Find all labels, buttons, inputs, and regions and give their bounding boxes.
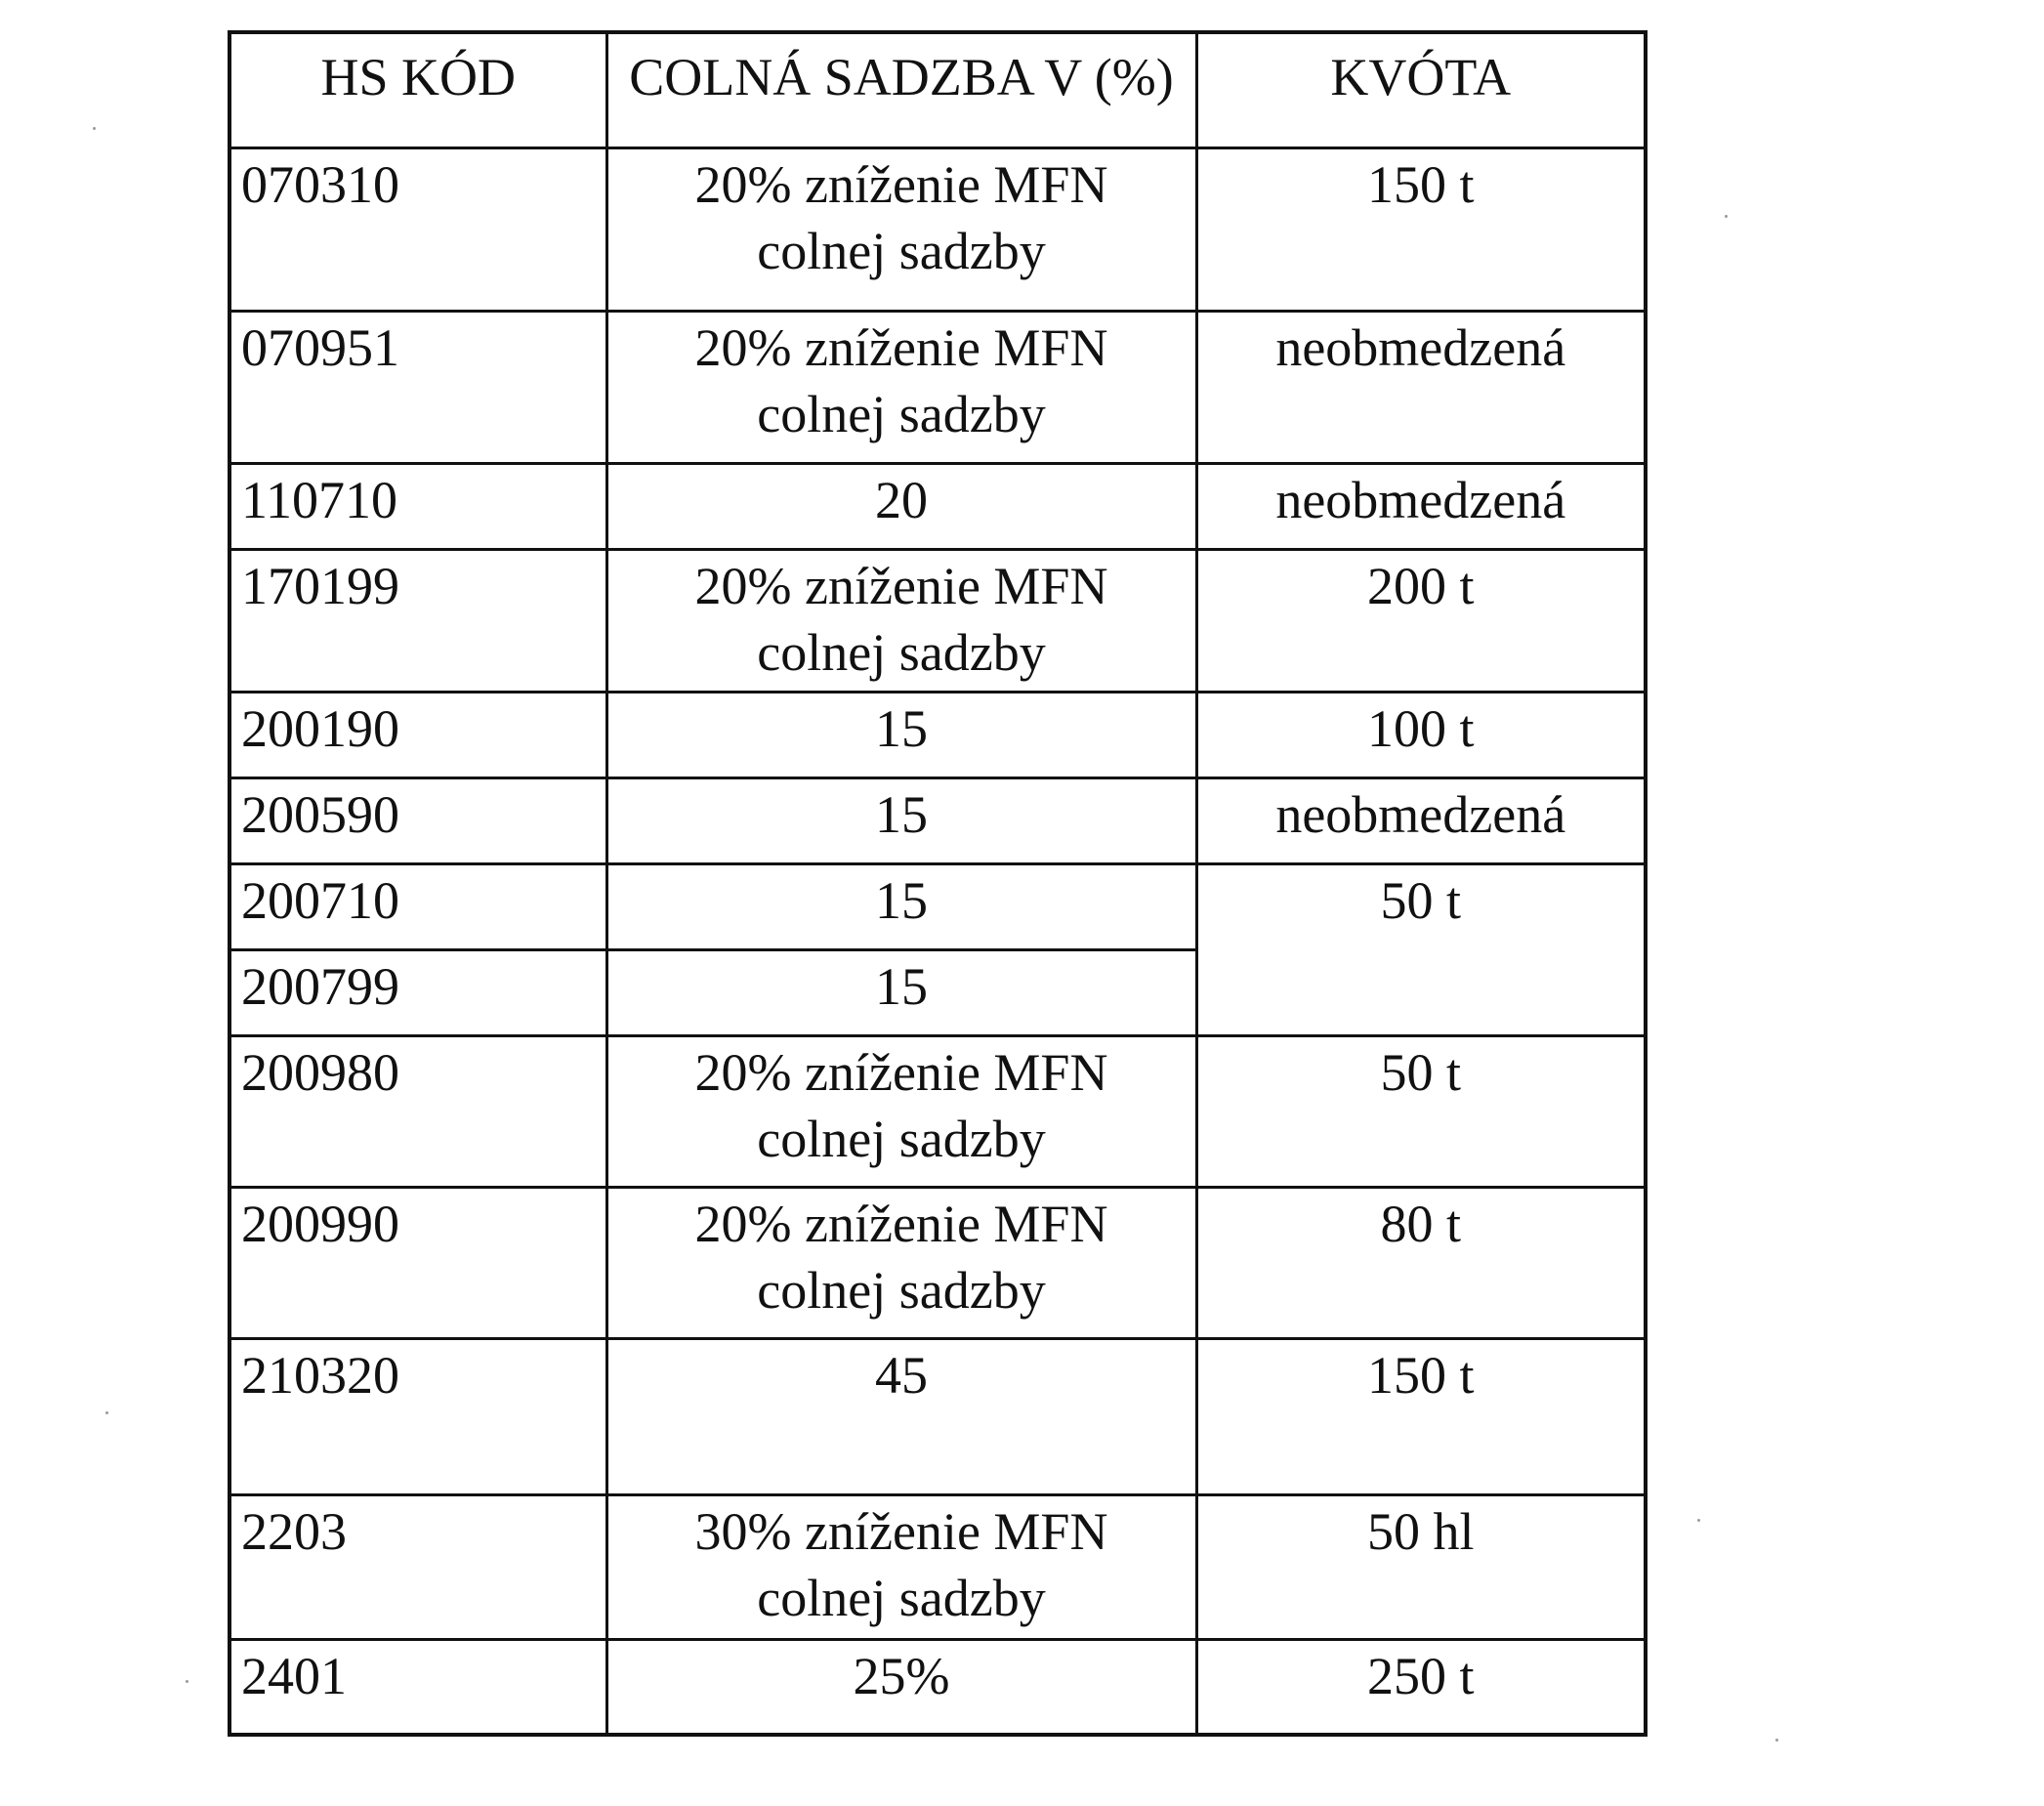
hs-code-cell: 200190: [229, 692, 606, 777]
rate-line: colnej sadzby: [757, 221, 1046, 280]
quota-cell: 200 t: [1196, 549, 1646, 692]
tariff-rate-cell: [606, 949, 1196, 1035]
table-row: [229, 863, 1646, 949]
hs-code-cell: 200590: [229, 777, 606, 863]
tariff-rate-cell: [606, 147, 1196, 311]
header-quota: KVÓTA: [1196, 32, 1646, 147]
hs-code-cell: 110710: [229, 463, 606, 549]
scan-speck: [1697, 1519, 1700, 1522]
table-row: [229, 1494, 1646, 1639]
tariff-rate-cell: [606, 1338, 1196, 1494]
header-row: [229, 32, 1646, 147]
table-row: [229, 1639, 1646, 1735]
tariff-rate-cell: [606, 1187, 1196, 1338]
scan-speck: [105, 1411, 108, 1414]
table-row: [229, 1187, 1646, 1338]
hs-code-cell: 070310: [229, 147, 606, 311]
quota-cell: 50 t: [1196, 863, 1646, 1035]
quota-cell: neobmedzená: [1196, 311, 1646, 463]
table-row: [229, 1035, 1646, 1187]
rate-line: 20% zníženie MFN: [694, 317, 1108, 377]
table-row: [229, 311, 1646, 463]
hs-code-cell: 2401: [229, 1639, 606, 1735]
quota-cell: 50 hl: [1196, 1494, 1646, 1639]
tariff-rate-cell: [606, 311, 1196, 463]
scan-speck: [186, 1680, 188, 1683]
quota-cell: 150 t: [1196, 1338, 1646, 1494]
quota-cell: 80 t: [1196, 1187, 1646, 1338]
rate-line: 15: [875, 870, 928, 930]
rate-line: 30% zníženie MFN: [694, 1501, 1108, 1561]
rate-line: colnej sadzby: [757, 1260, 1046, 1320]
hs-code-cell: 200710: [229, 863, 606, 949]
rate-line: 45: [875, 1345, 928, 1405]
table-row: [229, 147, 1646, 311]
rate-line: 20: [875, 470, 928, 529]
header-hs-code: HS KÓD: [229, 32, 606, 147]
rate-line: 15: [875, 956, 928, 1016]
quota-cell: 50 t: [1196, 1035, 1646, 1187]
tariff-rate-cell: [606, 463, 1196, 549]
hs-code-cell: 210320: [229, 1338, 606, 1494]
quota-cell: neobmedzená: [1196, 777, 1646, 863]
scan-speck: [1775, 1739, 1778, 1742]
tariff-rate-cell: [606, 1494, 1196, 1639]
rate-line: colnej sadzby: [757, 622, 1046, 682]
rate-line: 15: [875, 784, 928, 844]
tariff-table: [228, 30, 1648, 1737]
hs-code-cell: 170199: [229, 549, 606, 692]
quota-cell: 150 t: [1196, 147, 1646, 311]
rate-line: colnej sadzby: [757, 1109, 1046, 1168]
hs-code-cell: 200990: [229, 1187, 606, 1338]
tariff-rate-cell: [606, 692, 1196, 777]
hs-code-cell: 070951: [229, 311, 606, 463]
table-row: [229, 1338, 1646, 1494]
table-row: [229, 777, 1646, 863]
rate-line: 25%: [853, 1646, 950, 1705]
hs-code-cell: 200980: [229, 1035, 606, 1187]
quota-cell: 100 t: [1196, 692, 1646, 777]
quota-cell: 250 t: [1196, 1639, 1646, 1735]
tariff-rate-cell: [606, 863, 1196, 949]
tariff-rate-cell: [606, 1035, 1196, 1187]
rate-line: colnej sadzby: [757, 1568, 1046, 1627]
table-row: [229, 549, 1646, 692]
header-tariff-rate: COLNÁ SADZBA V (%): [606, 32, 1196, 147]
table-row: [229, 463, 1646, 549]
rate-line: 15: [875, 698, 928, 758]
rate-line: 20% zníženie MFN: [694, 154, 1108, 214]
tariff-rate-cell: [606, 777, 1196, 863]
tariff-rate-cell: [606, 1639, 1196, 1735]
rate-line: 20% zníženie MFN: [694, 1194, 1108, 1253]
rate-line: 20% zníženie MFN: [694, 1042, 1108, 1102]
rate-line: 20% zníženie MFN: [694, 556, 1108, 615]
rate-line: colnej sadzby: [757, 384, 1046, 443]
scan-speck: [1725, 215, 1728, 218]
tariff-rate-cell: [606, 549, 1196, 692]
quota-cell: neobmedzená: [1196, 463, 1646, 549]
scan-speck: [93, 127, 96, 130]
hs-code-cell: 200799: [229, 949, 606, 1035]
hs-code-cell: 2203: [229, 1494, 606, 1639]
table-row: [229, 692, 1646, 777]
